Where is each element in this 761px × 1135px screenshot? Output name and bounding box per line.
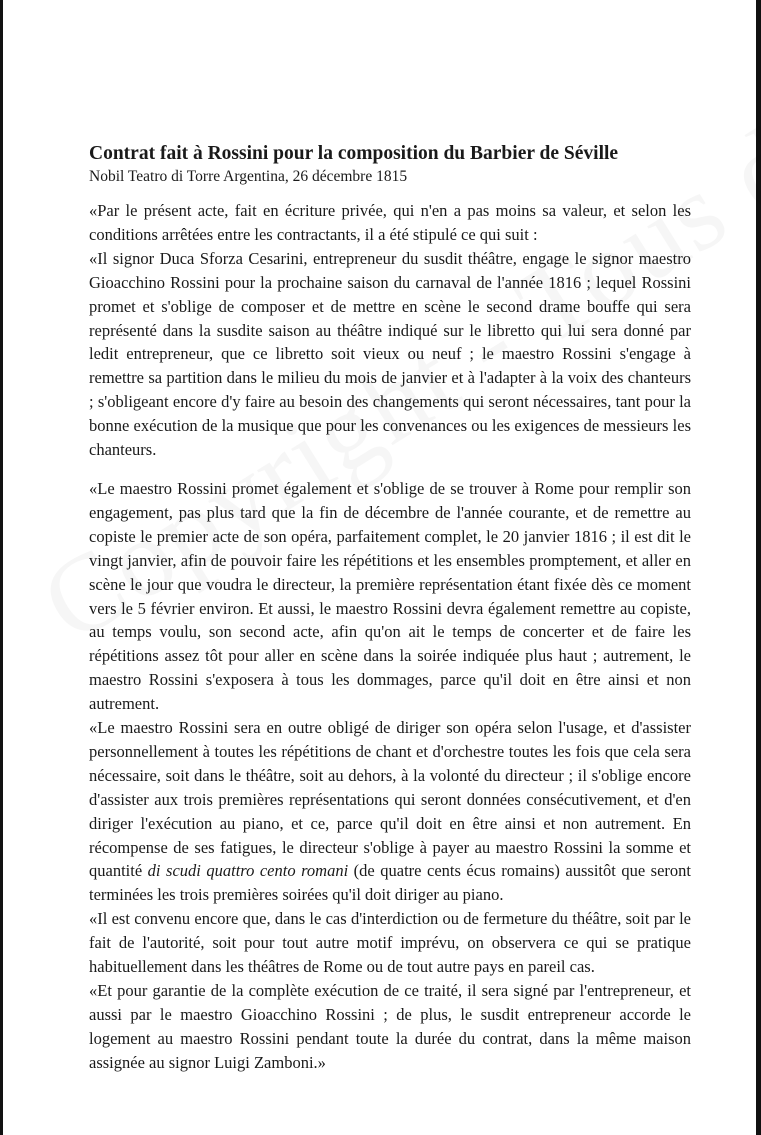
paragraph-engagement: «Il signor Duca Sforza Cesarini, entrepreneur du susdit théâtre, engage le signor maestro Gioacchino Rossini pour la prochaine saison du carnaval de l'année 1816 ; lequel Rossini promet et s'oblige de composer et de mettre en scène le second drame bouffe qui sera représenté dans la susdite saison au théâtre indiqué sur le libretto qui lui sera donné par ledit entrepreneur, que ce libretto soit vieux ou neuf ; le maestro Rossini s'engage à remettre sa partition dans le milieu du mois de janvier et à l'adapter à la voix des chanteurs ; s'obligeant encore d'y faire au besoin des changements qui seront nécessaires, tant pour la bonne exécution de la musique que pour les convenances ou les exigences de messieurs les chanteurs. — [89, 248, 691, 460]
paragraph-intro: «Par le présent acte, fait en écriture privée, qui n'en a pas moins sa valeur, et selon les conditions arrêtées entre les contractants, il a été stipulé ce qui suit : — [89, 201, 691, 244]
paragraph-interdiction: «Il est convenu encore que, dans le cas d'interdiction ou de fermeture du théâtre, soit par le fait de l'autorité, soit pour tout autre motif imprévu, on observera ce qui se pratique habituellement dans les théâtres de Rome ou de tout autre pays en pareil cas. — [89, 909, 691, 977]
scan-edge-left — [0, 0, 3, 1135]
document-title: Contrat fait à Rossini pour la composition du Barbier de Séville — [89, 143, 619, 164]
paragraph-schedule: «Le maestro Rossini promet également et s'oblige de se trouver à Rome pour remplir son engagement, pas plus tard que la fin de décembre de l'année courante, et de remettre au copiste le premier acte de son opéra, parfaitement complet, le 20 janvier 1816 ; il est dit le vingt janvier, afin de pouvoir faire les répétitions et les ensembles promptement, et aller en scène le jour que voudra le directeur, la première représentation étant fixée dès ce moment vers le 5 février environ. Et aussi, le maestro Rossini devra également remettre au copiste, au temps voulu, son second acte, afin qu'on ait le temps de concerter et de faire les répétitions assez tôt pour aller en scène dans la soirée indiquée plus haut ; autrement, le maestro Rossini s'exposera à tous les dommages, parce qu'il doit en être ainsi et non autrement. — [89, 478, 691, 714]
paragraph-payment — [89, 716, 691, 907]
paragraph-gap — [89, 462, 691, 477]
scan-edge-right — [756, 0, 761, 1135]
paragraph-payment-text: «Le maestro Rossini sera en outre obligé de diriger son opéra selon l'usage, et d'assister personnellement à toutes les répétitions de chant et d'orchestre toutes les fois que cela sera nécessaire, soit dans le théâtre, soit au dehors, à la volonté du directeur ; il s'oblige encore d'assister aux trois premières représentations qui seront données consécutivement, et d'en diriger l'exécution au piano, et ce, parce qu'il doit en être ainsi et non autrement. En récompense de ses fatigues, le directeur s'oblige à payer au maestro Rossini la somme et quantité — [89, 718, 691, 881]
document-subtitle: Nobil Teatro di Torre Argentina, 26 décembre 1815 — [89, 168, 408, 185]
paragraph-guarantee: «Et pour garantie de la complète exécution de ce traité, il sera signé par l'entrepreneur, et aussi par le maestro Gioacchino Rossini ; de plus, le susdit entrepreneur accorde le logement au maestro Rossini pendant toute la durée du contrat, dans la même maison assignée au signor Luigi Zamboni.» — [89, 981, 691, 1072]
paragraph-payment-italic: di scudi quattro cento romani — [147, 861, 349, 881]
paragraph-payment-tail: (de quatre cents écus romains) aussitôt que seront terminées les trois premières soirées qu'il doit diriger au piano. — [89, 861, 691, 905]
document-body — [89, 141, 691, 1075]
